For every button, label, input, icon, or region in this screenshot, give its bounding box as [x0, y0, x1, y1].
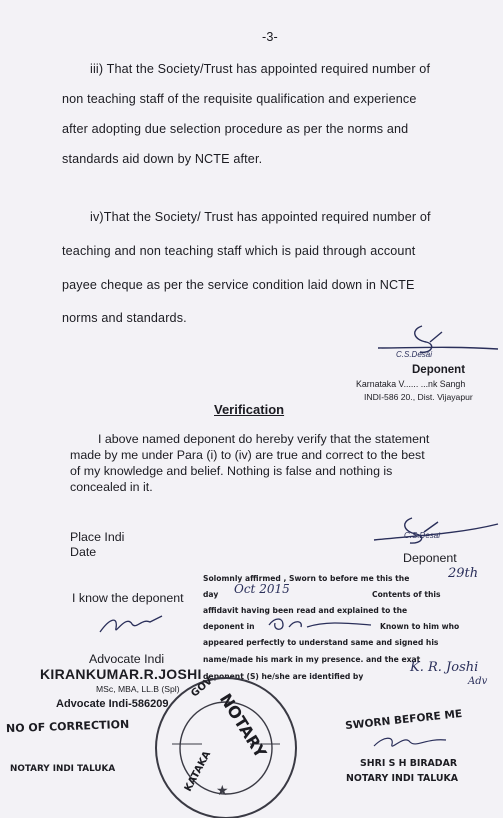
clause-iv-line-2: teaching and non teaching staff which is paid through account	[62, 244, 416, 258]
deponent-initials-top: C.S.Desai	[396, 350, 433, 359]
seal-star-icon: ★	[216, 782, 229, 798]
notary-line-4b: Known to him who	[380, 622, 460, 631]
page-number: -3-	[262, 30, 278, 44]
deponent-address-2: INDI-586 20., Dist. Vijayapur	[364, 392, 473, 402]
notary-indi-taluka-left: NOTARY INDI TALUKA	[10, 764, 116, 774]
deponent-block-label: Deponent	[412, 364, 466, 376]
verification-line-3: of my knowledge and belief. Nothing is false and nothing is	[70, 464, 393, 478]
notary-indi-taluka-right: NOTARY INDI TALUKA	[346, 773, 459, 784]
clause-iii-line-2: non teaching staff of the requisite qualification and experience	[62, 92, 417, 106]
deponent-signature-top	[370, 318, 500, 360]
verification-line-4: concealed in it.	[70, 480, 153, 494]
place-label: Place Indi	[70, 530, 125, 544]
clause-iv-line-1: iv)That the Society/ Trust has appointed required number of	[90, 210, 431, 224]
clause-iii-line-3: after adopting due selection procedure as per the norms and	[62, 122, 409, 136]
date-label: Date	[70, 545, 97, 559]
notary-line-3: affidavit having been read and explained to the	[203, 606, 408, 615]
advocate-name: KIRANKUMAR.R.JOSHI	[40, 666, 202, 682]
verification-line-1: I above named deponent do hereby verify that the statement	[98, 432, 430, 446]
notary-line-4a: deponent in	[203, 622, 255, 631]
notary-date-hand: 29th	[448, 566, 479, 581]
biradar-stamp: SHRI S H BIRADAR	[360, 758, 458, 769]
notary-line-7: deponent (S) he/she are identified by	[203, 672, 364, 681]
know-deponent: I know the deponent	[72, 591, 184, 605]
deponent-initials-bottom: C.S.Desai	[404, 531, 441, 540]
notary-signature	[370, 730, 450, 754]
seal-state: KATAKA	[182, 749, 214, 794]
identifier-signature: K. R. Joshi	[410, 660, 479, 675]
notary-line-6: name/made his mark in my presence. and the exat	[203, 655, 421, 664]
no-of-correction-stamp: NO OF CORRECTION	[5, 717, 130, 736]
advocate-signature	[96, 610, 166, 638]
seal-notary: NOTARY	[215, 690, 271, 762]
notary-line-1: Solomnly affirmed , Sworn to before me this the	[203, 574, 410, 583]
deponent-label: Deponent	[403, 551, 457, 565]
clause-iv-line-3: payee cheque as per the service condition laid down in NCTE	[62, 278, 415, 292]
clause-iii-line-4: standards aid down by NCTE after.	[62, 152, 263, 166]
language-scribble	[265, 615, 375, 633]
clause-iii-line-1: iii) That the Society/Trust has appointed required number of	[90, 62, 431, 76]
advocate-place: Advocate Indi-586209	[56, 698, 169, 710]
notary-line-2b: Contents of this	[372, 590, 441, 599]
verification-heading: Verification	[214, 402, 285, 417]
clause-iv-line-4: norms and standards.	[62, 311, 187, 325]
seal-gov: GOV	[189, 675, 215, 700]
deponent-address-1: Karnataka V...... ...nk Sangh	[356, 379, 466, 389]
advocate-degrees: MSc, MBA, LL.B (Spl)	[96, 684, 180, 694]
notary-month-hand: Oct 2015	[234, 582, 290, 596]
identifier-role: Adv	[468, 676, 488, 687]
notary-line-5: appeared perfectly to understand same and signed his	[203, 638, 439, 647]
notary-line-2a: day	[203, 590, 219, 599]
deponent-signature-bottom	[368, 510, 500, 550]
advocate-title: Advocate Indi	[89, 652, 165, 666]
sworn-before-me-stamp: SWORN BEFORE ME	[344, 707, 463, 733]
verification-line-2: made by me under Para (i) to (iv) are true and correct to the best	[70, 448, 425, 462]
